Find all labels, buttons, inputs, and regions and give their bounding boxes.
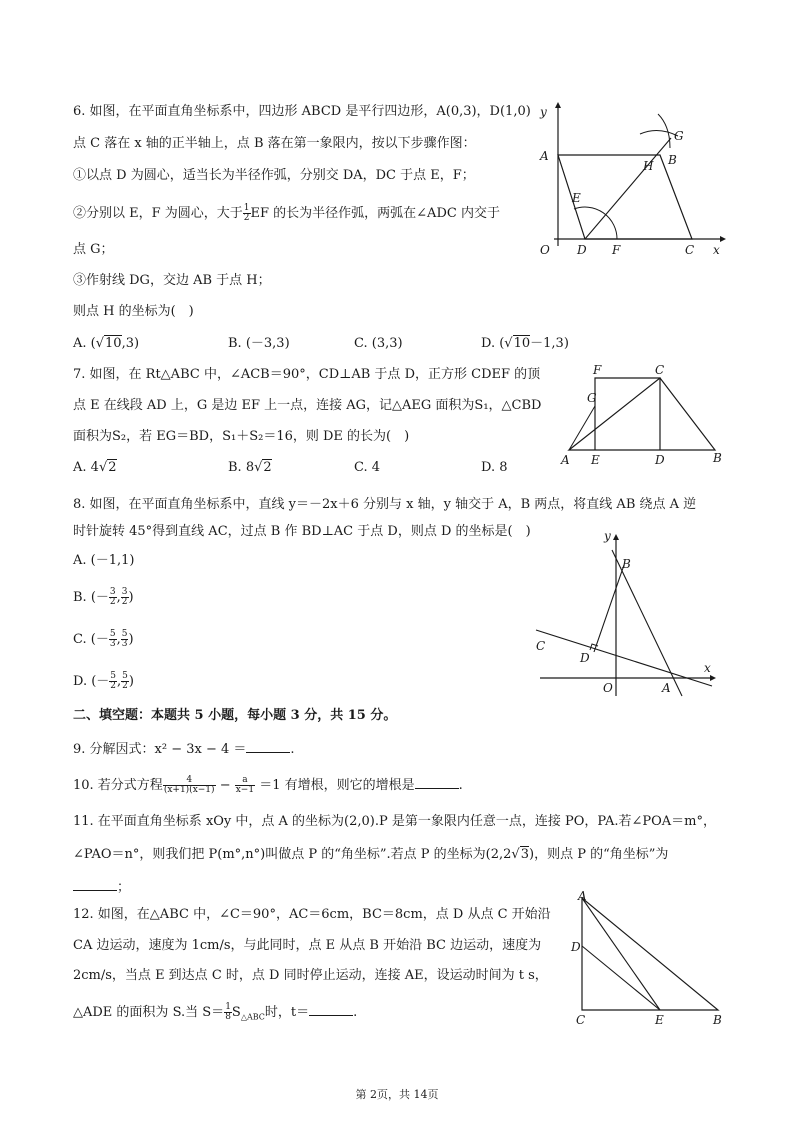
q6-line4-part1: ②分别以 E，F 为圆心，大于	[73, 206, 243, 221]
label-o: O	[603, 681, 613, 695]
q12-line1: 12. 如图，在△ABC 中，∠C＝90°，AC＝6cm，BC＝8cm，点 D 从点 C 开始沿	[73, 907, 551, 922]
q10-line	[73, 776, 463, 795]
opt-text: A. 4	[73, 460, 99, 475]
q12-line3: 2cm/s，当点 E 到达点 C 时，点 D 同时停止运动，连接 AE，设运动时间为 t s，	[73, 968, 548, 983]
q12-subscript: △ABC	[240, 1012, 265, 1022]
fraction	[121, 672, 129, 691]
q12-s: S	[231, 1005, 241, 1020]
fraction	[109, 672, 117, 691]
q6-line3: ①以点 D 为圆心，适当长为半径作弧，分别交 DA，DC 于点 E，F；	[73, 168, 475, 183]
label-c: C	[685, 243, 695, 257]
opt-text: A. (	[73, 336, 96, 351]
q10-end: .	[458, 778, 463, 793]
line-ab	[612, 550, 682, 696]
q8-option-c[interactable]	[73, 630, 134, 649]
frac-num: 5	[109, 629, 116, 639]
opt-text: )	[128, 632, 134, 647]
label-f: F	[612, 243, 621, 257]
q6-half-fraction	[243, 204, 251, 223]
q7-figure	[555, 362, 735, 472]
q11-answer-blank[interactable]	[73, 878, 117, 891]
q9-end: .	[290, 742, 295, 757]
q9-answer-blank[interactable]	[246, 740, 290, 753]
radicand: 10	[513, 336, 531, 351]
label-a: A	[540, 149, 549, 163]
x-axis-arrow	[720, 236, 726, 242]
q6-option-a[interactable]: A. (√10,3)	[73, 336, 140, 351]
q6-figure	[530, 96, 730, 262]
frac-den: (x+1)(x−1)	[163, 785, 215, 795]
frac-num: a	[235, 776, 255, 786]
frac-den: 2	[109, 597, 116, 607]
frac-den: 8	[225, 1012, 231, 1022]
arc-g1	[640, 130, 678, 136]
page-footer: 第 2页，共 14页	[355, 1088, 439, 1101]
frac-den: 2	[122, 681, 128, 691]
q11-text: ∠PAO＝n°，则我们把 P(m°,n°)叫做点 P 的“角坐标”.若点 P 的坐标为(2,2	[73, 847, 512, 862]
frac-num: 5	[110, 671, 117, 681]
q8-line1: 8. 如图，在平面直角坐标系中，直线 y＝－2x＋6 分别与 x 轴，y 轴交于 A，B 两点，将直线 AB 绕点 A 逆	[73, 497, 697, 512]
frac-den: 2	[110, 681, 117, 691]
opt-text: D. (	[481, 336, 505, 351]
q10-text: 10. 若分式方程	[73, 778, 163, 793]
q12-figure	[570, 888, 735, 1028]
q8-option-b[interactable]	[73, 588, 134, 607]
opt-text: ,3)	[121, 336, 140, 351]
label-g: G	[587, 391, 597, 405]
label-f: F	[593, 363, 602, 377]
q12-text2: 时，t＝	[264, 1005, 310, 1020]
q11-end: ；	[117, 880, 131, 895]
triangle-abc	[569, 378, 715, 450]
q7-line2: 点 E 在线段 AD 上，G 是边 EF 上一点，连接 AG，记△AEG 面积为S₁，△CBD	[73, 398, 542, 413]
q8-option-a[interactable]: A. (－1,1)	[73, 553, 135, 568]
q6-line5: 点 G；	[73, 242, 114, 257]
square-cdef	[595, 378, 660, 450]
frac-num: 1	[243, 203, 250, 213]
opt-text: ,	[116, 590, 121, 605]
q10-answer-blank[interactable]	[415, 776, 459, 789]
q6-line6: ③作射线 DG，交边 AB 于点 H；	[73, 273, 271, 288]
segment-de	[582, 946, 660, 1010]
q6-line7: 则点 H 的坐标为( )	[73, 304, 194, 319]
opt-text: －1,3)	[530, 336, 569, 351]
q12-line4	[73, 1003, 357, 1026]
x-axis-arrow	[710, 675, 716, 681]
label-c: C	[536, 639, 546, 653]
label-b: B	[713, 451, 722, 465]
label-g: G	[674, 129, 684, 143]
q6-line2: 点 C 落在 x 轴的正半轴上，点 B 落在第一象限内，按以下步骤作图：	[73, 136, 476, 151]
fraction	[235, 776, 255, 795]
q11-line3	[73, 878, 130, 896]
q6-option-d[interactable]: D. (√10－1,3)	[481, 336, 569, 351]
q12-end: .	[353, 1005, 358, 1020]
q6-option-b[interactable]: B. (－3,3)	[228, 336, 290, 351]
frac-num: 5	[122, 671, 128, 681]
label-h: H	[643, 159, 654, 173]
label-d: D	[571, 940, 581, 954]
q8-line2: 时针旋转 45°得到直线 AC，过点 B 作 BD⊥AC 于点 D，则点 D 的坐标是( )	[73, 524, 531, 539]
q7-line1: 7. 如图，在 Rt△ABC 中，∠ACB＝90°，CD⊥AB 于点 D，正方形 CDEF 的顶	[73, 367, 541, 382]
q11-line1: 11. 在平面直角坐标系 xOy 中，点 A 的坐标为(2,0).P 是第一象限内任意一点，连接 PO，PA.若∠POA＝m°，	[73, 814, 717, 829]
label-e: E	[655, 1013, 664, 1027]
opt-text: D. (－	[73, 674, 110, 689]
q7-option-b[interactable]: B. 8√2	[228, 460, 272, 475]
q8-figure	[530, 528, 730, 698]
opt-text: B. (－	[73, 590, 109, 605]
q6-line4	[73, 204, 500, 223]
radicand: 3	[520, 847, 529, 862]
label-c: C	[655, 363, 665, 377]
q12-text: △ADE 的面积为 S.当 S＝	[73, 1005, 225, 1020]
radicand: 2	[263, 460, 272, 475]
label-y: y	[604, 529, 611, 543]
y-axis-arrow	[613, 534, 619, 540]
segment-ag	[569, 406, 595, 450]
label-b: B	[668, 153, 677, 167]
q8-option-d[interactable]	[73, 672, 134, 691]
y-axis-arrow	[555, 102, 561, 108]
triangle-abc	[582, 898, 718, 1010]
segment-ae	[582, 898, 660, 1010]
opt-text: )	[128, 674, 134, 689]
frac-den: 2	[243, 213, 250, 223]
q6-line1: 6. 如图，在平面直角坐标系中，四边形 ABCD 是平行四边形，A(0,3)，D(1,0)	[73, 104, 531, 119]
label-e: E	[591, 453, 600, 467]
label-o: O	[540, 243, 550, 257]
label-b: B	[622, 557, 631, 571]
section-heading: 二、填空题：本题共 5 小题，每小题 3 分，共 15 分。	[73, 708, 397, 723]
label-e: E	[572, 191, 581, 205]
q7-option-a[interactable]: A. 4√2	[73, 460, 117, 475]
label-x: x	[704, 661, 711, 675]
label-a: A	[561, 453, 570, 467]
frac-den: 3	[109, 639, 116, 649]
label-a: A	[578, 889, 587, 903]
segment-bd	[594, 565, 624, 652]
q7-option-c[interactable]: C. 4	[354, 460, 381, 475]
q7-option-d[interactable]: D. 8	[481, 460, 508, 475]
frac-den: 2	[121, 597, 128, 607]
q12-answer-blank[interactable]	[309, 1003, 353, 1016]
q7-line3: 面积为S₂，若 EG＝BD，S₁＋S₂＝16，则 DE 的长为( )	[73, 429, 410, 444]
fraction	[109, 588, 117, 607]
q9-text: 9. 分解因式：x² − 3x − 4 ＝	[73, 742, 247, 757]
q11-line2: ∠PAO＝n°，则我们把 P(m°,n°)叫做点 P 的“角坐标”.若点 P 的坐标为(2,2√3)，则点 P 的“角坐标”为	[73, 847, 669, 862]
minus-sign: −	[219, 778, 231, 793]
q6-line4-part2: EF 的长为半径作弧，两弧在∠ADC 内交于	[250, 206, 500, 221]
q11-text2: )，则点 P 的“角坐标”为	[529, 847, 669, 862]
label-x: x	[713, 243, 720, 257]
label-d: D	[580, 651, 590, 665]
fraction	[163, 776, 216, 795]
fraction	[224, 1003, 232, 1022]
radicand: 10	[105, 336, 122, 351]
opt-text: C. (－	[73, 632, 109, 647]
frac-den: x−1	[235, 785, 255, 795]
opt-text: ,	[117, 674, 122, 689]
ray-dg	[585, 138, 671, 239]
frac-den: 3	[121, 639, 128, 649]
opt-text: ,	[116, 632, 121, 647]
q6-option-c[interactable]: C. (3,3)	[354, 336, 403, 351]
fraction	[121, 588, 129, 607]
frac-num: 3	[121, 587, 128, 597]
label-d: D	[577, 243, 587, 257]
q10-text2: ＝1 有增根，则它的增根是	[259, 778, 415, 793]
label-d: D	[655, 453, 665, 467]
label-b: B	[713, 1013, 722, 1027]
frac-num: 5	[121, 629, 128, 639]
label-y: y	[540, 105, 547, 119]
frac-num: 4	[163, 776, 216, 786]
opt-text: B. 8	[228, 460, 255, 475]
label-a: A	[662, 681, 671, 695]
radicand: 2	[108, 460, 117, 475]
fraction	[109, 630, 117, 649]
q12-line2: CA 边运动，速度为 1cm/s，与此同时，点 E 从点 B 开始沿 BC 边运动，速度为	[73, 938, 542, 953]
frac-num: 3	[109, 587, 116, 597]
q9-line	[73, 740, 295, 758]
frac-num: 1	[225, 1002, 231, 1012]
label-c: C	[576, 1013, 586, 1027]
opt-text: )	[128, 590, 134, 605]
